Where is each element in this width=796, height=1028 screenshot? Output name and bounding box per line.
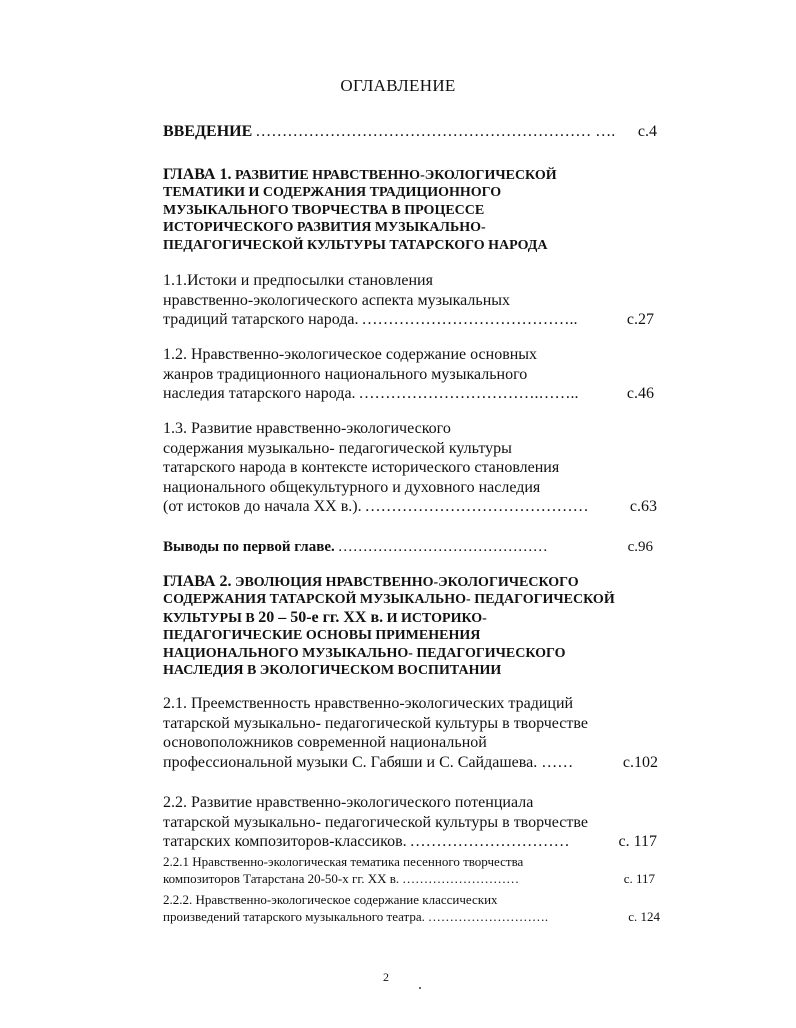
entry-text-line: 2.2. Развитие нравственно-экологического потенциала (163, 794, 534, 811)
toc-leader-dots: ………………………. (427, 909, 549, 925)
toc-page-ref: с.4 (637, 123, 657, 140)
entry-text-line: 1.1.Истоки и предпосылки становления (163, 272, 433, 289)
chapter-title-line: И ИСТОРИКО- (383, 610, 487, 626)
toc-entry-2-2-2[interactable] (163, 891, 660, 925)
entry-text-line: 2.2.2. Нравственно-экологическое содержание классических (163, 892, 498, 907)
entry-text-line: содержания музыкально- педагогической культуры (163, 439, 512, 457)
entry-text-line: 2.2.1 Нравственно-экологическая тематика песенного творчества (163, 854, 524, 869)
page-number: 2 (383, 970, 389, 984)
entry-text-line: татарской музыкально- педагогической культуры в творчестве (163, 714, 588, 732)
chapter-title-line: ЭВОЛЮЦИЯ НРАВСТВЕННО-ЭКОЛОГИЧЕСКОГО (231, 575, 579, 590)
toc-page-ref: с.63 (629, 498, 657, 516)
toc-leader-dots: …………………………………… (337, 539, 548, 555)
entry-text-line: профессиональной музыки С. Габяши и С. Сайдашева. …… (163, 753, 574, 771)
chapter-title-line: РАЗВИТИЕ НРАВСТВЕННО-ЭКОЛОГИЧЕСКОЙ (231, 168, 557, 183)
entry-text-line: татарского народа в контексте исторического становления (163, 459, 560, 477)
entry-text-line: татарской музыкально- педагогической культуры в творчестве (163, 813, 588, 831)
toc-leader-dots: …………………………………… (364, 498, 589, 516)
toc-page-ref: с. 124 (628, 909, 660, 925)
toc-leader-dots: ………………………… (409, 833, 570, 851)
chapter-title-line: ПЕДАГОГИЧЕСКИЕ ОСНОВЫ ПРИМЕНЕНИЯ (163, 628, 481, 644)
toc-entry-label: Выводы по первой главе. (163, 539, 335, 555)
toc-entry-introduction[interactable] (163, 122, 657, 142)
chapter-title-line: КУЛЬТУРЫ В (163, 610, 259, 626)
toc-chapter-1-heading[interactable] (163, 166, 663, 254)
entry-text-line: татарских композиторов-классиков. (163, 833, 407, 851)
toc-leader-dots: ……………………………………………………… …. (255, 123, 616, 140)
chapter-title-line: ТЕМАТИКИ И СОДЕРЖАНИЯ ТРАДИЦИОННОГО (163, 185, 502, 201)
entry-text-line: композиторов Татарстана 20-50-х гг. XX в. (163, 871, 400, 887)
entry-text-line: 2.1. Преемственность нравственно-экологических традиций (163, 695, 574, 712)
chapter-title-line: МУЗЫКАЛЬНОГО ТВОРЧЕСТВА В ПРОЦЕССЕ (163, 202, 485, 218)
entry-text-line: основоположников современной национальной (163, 734, 487, 752)
chapter-title-line: ИСТОРИЧЕСКОГО РАЗВИТИЯ МУЗЫКАЛЬНО- (163, 220, 486, 236)
chapter-title-period: 20 – 50-е гг. XX в. (258, 608, 384, 626)
toc-page-ref: с.102 (622, 753, 658, 771)
chapter-title-line: ПЕДАГОГИЧЕСКОЙ КУЛЬТУРЫ ТАТАРСКОГО НАРОДА (163, 237, 548, 253)
chapter-title-line: НАЦИОНАЛЬНОГО МУЗЫКАЛЬНО- ПЕДАГОГИЧЕСКОГО (163, 645, 566, 661)
entry-text-line: наследия татарского народа. (163, 385, 356, 403)
entry-text-line: 1.2. Нравственно-экологическое содержание основных (163, 346, 538, 363)
entry-text-line: 1.3. Развитие нравственно-экологического (163, 420, 451, 437)
chapter-prefix: ГЛАВА 2. (163, 573, 232, 590)
toc-leader-dots: ……………………… (402, 871, 520, 887)
toc-entry-conclusions-1[interactable] (163, 538, 653, 558)
toc-leader-dots: …………………………….…….. (358, 385, 579, 403)
entry-text-line: произведений татарского музыкального театра. (163, 909, 425, 925)
toc-page-ref: с.96 (627, 539, 653, 555)
scan-speck (419, 987, 421, 989)
toc-entry-2-1[interactable] (163, 694, 658, 772)
toc-entry-1-2[interactable] (163, 345, 654, 404)
entry-text-line: (от истоков до начала XX в.). (163, 498, 362, 516)
toc-page-ref: с. 117 (623, 871, 655, 887)
toc-entry-1-3[interactable] (163, 419, 657, 517)
toc-entry-label: ВВЕДЕНИЕ (163, 123, 253, 140)
chapter-prefix: ГЛАВА 1. (163, 166, 232, 183)
chapter-title-line: НАСЛЕДИЯ В ЭКОЛОГИЧЕСКОМ ВОСПИТАНИИ (163, 663, 502, 679)
toc-page-ref: с.46 (626, 385, 654, 403)
toc-chapter-2-heading[interactable] (163, 573, 663, 679)
page-title: ОГЛАВЛЕНИЕ (340, 76, 456, 95)
entry-text-line: традиций татарского народа. (163, 311, 359, 329)
chapter-title-line: СОДЕРЖАНИЯ ТАТАРСКОЙ МУЗЫКАЛЬНО- ПЕДАГОГИЧЕСКОЙ (163, 592, 615, 608)
entry-text-line: национального общекультурного и духовного наследия (163, 478, 541, 496)
toc-entry-2-2-1[interactable] (163, 853, 655, 887)
toc-page-ref: с.27 (626, 311, 654, 329)
toc-leader-dots: ………………………………….. (361, 311, 578, 329)
toc-entry-2-2[interactable] (163, 793, 657, 852)
entry-text-line: нравственно-экологического аспекта музыкальных (163, 291, 511, 309)
toc-entry-1-1[interactable] (163, 271, 654, 330)
entry-text-line: жанров традиционного национального музыкального (163, 365, 528, 383)
toc-page-ref: с. 117 (618, 833, 657, 851)
